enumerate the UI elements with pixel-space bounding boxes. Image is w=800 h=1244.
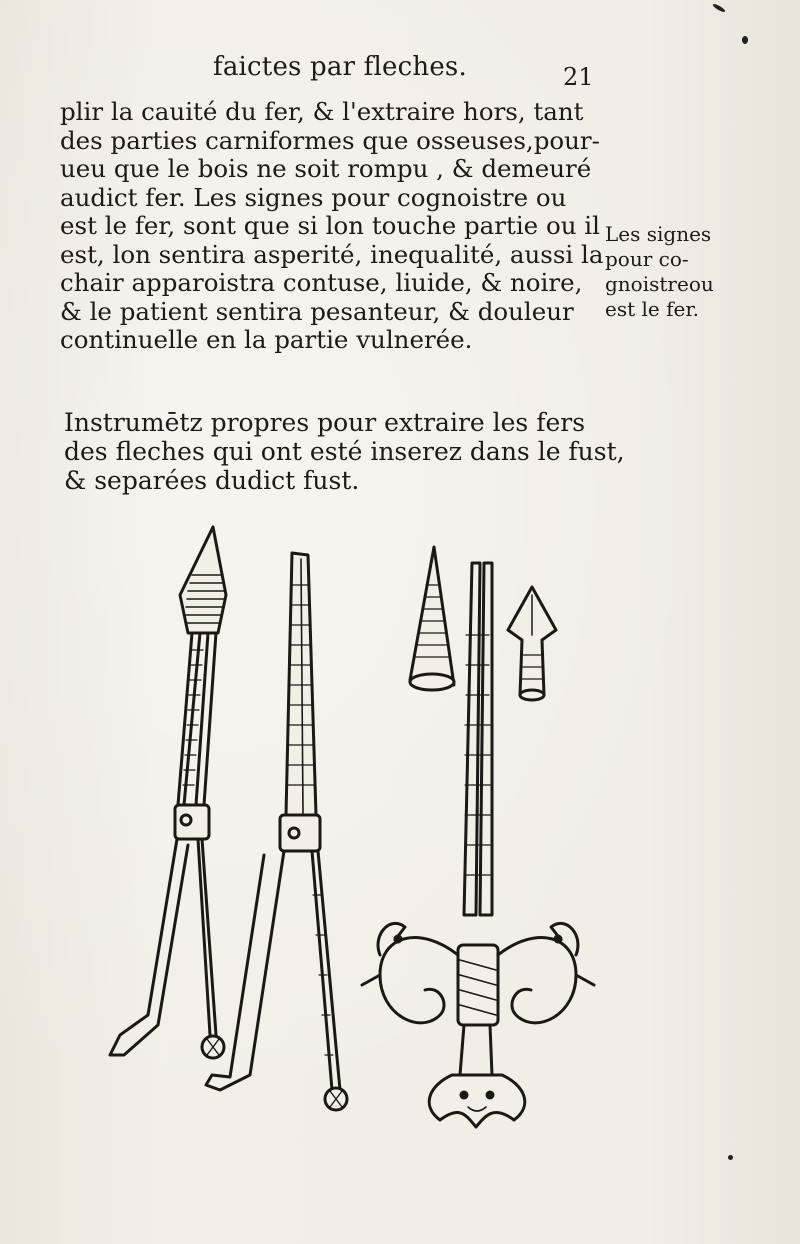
margin-note-line: pour co-	[605, 247, 689, 271]
woodcut-illustration	[80, 515, 620, 1145]
dilator-ornate-icon	[362, 563, 594, 1127]
text-line: ueu que le bois ne soit rompu , & demeuré	[60, 154, 592, 183]
text-line: audict fer. Les signes pour cognoistre ou	[60, 182, 567, 212]
text-line: est, lon sentira asperité, inequalité, aussi la	[60, 239, 604, 269]
heading-line: & separées dudict fust.	[64, 466, 360, 495]
margin-note-line: est le fer.	[605, 297, 700, 321]
heading-line: Instrumētz propres pour extraire les fers	[64, 408, 586, 437]
cannula-icon	[410, 547, 454, 690]
ink-spot	[712, 3, 726, 13]
ink-spot	[728, 1155, 733, 1160]
body-paragraph	[60, 97, 604, 355]
text-line: chair apparoistra contuse, liuide, & noire,	[60, 268, 583, 297]
text-line: des parties carniformes que osseuses,pour-	[60, 125, 600, 155]
ink-spot	[742, 36, 748, 44]
margin-note-line: gnoistreou	[605, 272, 714, 296]
section-heading	[64, 408, 625, 495]
text-line: est le fer, sont que si lon touche partie ou il	[60, 211, 600, 240]
page-number: 21	[563, 63, 594, 91]
margin-note-line: Les signes	[605, 222, 712, 246]
text-line: continuelle en la partie vulnerée.	[60, 325, 473, 354]
forceps-pointed-icon	[110, 527, 226, 1058]
forceps-long-icon	[206, 553, 347, 1110]
text-line: & le patient sentira pesanteur, & douleur	[60, 296, 574, 326]
heading-line: des fleches qui ont esté inserez dans le fust,	[64, 437, 625, 466]
arrowhead-icon	[508, 587, 556, 700]
running-head: faictes par fleches.	[213, 52, 467, 82]
text-line: plir la cauité du fer, & l'extraire hors, tant	[60, 97, 584, 126]
margin-note	[605, 222, 775, 322]
